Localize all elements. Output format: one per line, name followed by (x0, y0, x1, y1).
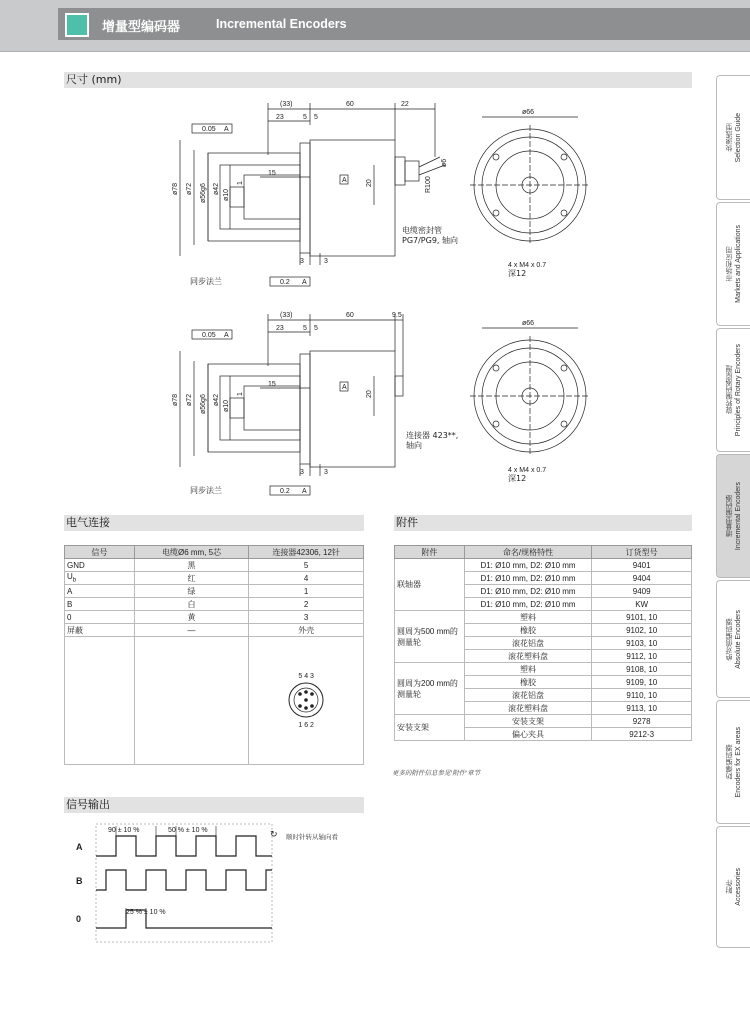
dim2-33: (33) (280, 312, 293, 319)
flange-label-1: 同步法兰 (190, 277, 222, 286)
table-row: 安装支架 安装支架 9278 (395, 715, 692, 728)
datum-1: A (224, 126, 229, 133)
table-row: 滚花塑料盘 9113, 10 (395, 702, 692, 715)
table-row: D1: Ø10 mm, D2: Ø10 mm 9409 (395, 585, 692, 598)
elec-header-connector: 连接器42306, 12针 (249, 546, 364, 559)
dim2-o10: ø10 (223, 399, 230, 412)
dim-20: 20 (366, 179, 373, 187)
signal-diagram (76, 822, 276, 944)
duty-1: 90 ± 10 % (108, 827, 140, 834)
table-row: 圆周为200 mm的测量轮 塑料 9108, 10 (395, 663, 692, 676)
duty-2: 50 % ± 10 % (168, 827, 208, 834)
face-depth-1: 深12 (508, 269, 527, 278)
dim2-1: 1 (237, 392, 244, 396)
dim-o72: ø72 (186, 182, 193, 195)
header-title-cn: 增量型编码器 (102, 20, 181, 35)
table-row: 滚花铝盘 9110, 10 (395, 689, 692, 702)
duty-0: 25 % ± 10 % (126, 909, 166, 916)
accessories-note: 更多的附件信息参见'附件'章节 (392, 769, 481, 777)
connector-pin-icon (286, 680, 326, 720)
dim2-15: 15 (268, 381, 276, 388)
tol-top-2: 0.05 (202, 332, 216, 339)
side-tab-accessories[interactable]: 附件 Accessories (716, 826, 750, 948)
datum-2: A (302, 279, 307, 286)
table-row: D1: Ø10 mm, D2: Ø10 mm KW (395, 598, 692, 611)
face-thread-1: 4 x M4 x 0.7 (508, 262, 547, 269)
table-row: 橡胶 9109, 10 (395, 676, 692, 689)
side-tab-selection-guide[interactable]: 快速选型 Selection Guide (716, 75, 750, 200)
signal-label-b: B (76, 876, 83, 886)
dim-o56g6: ø56g6 (200, 183, 207, 203)
datum-5: A (302, 488, 307, 495)
dim-r100: R100 (425, 176, 432, 193)
face-diam-2: ø66 (522, 320, 535, 327)
footer-area (0, 962, 750, 1024)
table-row: B 白 2 (65, 598, 364, 611)
dim-1: 1 (237, 181, 244, 185)
face-thread-2: 4 x M4 x 0.7 (508, 467, 547, 474)
dim-23: 23 (276, 114, 284, 121)
dimension-drawing-1 (160, 95, 620, 295)
elec-header-cable: 电缆Ø6 mm, 5芯 (134, 546, 249, 559)
datum-3: A (342, 177, 347, 184)
dim-o78: ø78 (172, 182, 179, 195)
signal-label-a: A (76, 842, 83, 852)
table-row: D1: Ø10 mm, D2: Ø10 mm 9404 (395, 572, 692, 585)
connector-note-1: 连接器 423**, (406, 431, 459, 440)
flange-label-2: 同步法兰 (190, 486, 222, 495)
section-title-electrical: 电气连接 (64, 515, 364, 531)
header-title-en: Incremental Encoders (216, 17, 347, 31)
dimension-drawing-2 (160, 306, 620, 506)
dim2-23: 23 (276, 325, 284, 332)
dim-60: 60 (346, 101, 354, 108)
dim2-60: 60 (346, 312, 354, 319)
rotation-note: 顺时针转从轴向看 (286, 833, 338, 841)
dim-o6: ø6 (441, 158, 448, 167)
tol-bottom-2: 0.2 (280, 488, 290, 495)
acc-header-item: 附件 (395, 546, 465, 559)
tol-top-1: 0.05 (202, 126, 216, 133)
side-tab-ex[interactable]: 防爆编码器 Encoders for EX areas (716, 700, 750, 824)
dim2-o78: ø78 (172, 393, 179, 406)
table-row: 滚花塑料盘 9112, 10 (395, 650, 692, 663)
side-tab-markets[interactable]: 市场和应用 Markets and Applications (716, 202, 750, 326)
section-title-signal: 信号输出 (64, 797, 364, 813)
signal-label-0: 0 (76, 914, 82, 924)
dim-5a: 5 (303, 114, 307, 121)
table-row: $U_b$ 红 4 (65, 572, 364, 585)
table-row: GND 黑 5 (65, 559, 364, 572)
table-row: 屏蔽 — 外壳 (65, 624, 364, 637)
connector-note-2: 轴向 (406, 441, 422, 450)
table-row: 0 黄 3 (65, 611, 364, 624)
table-row: 橡胶 9102, 10 (395, 624, 692, 637)
table-row: 圆周为500 mm的测量轮 塑料 9101, 10 (395, 611, 692, 624)
dim-15: 15 (268, 170, 276, 177)
dim2-o42: ø42 (213, 393, 220, 406)
section-title-accessories: 附件 (394, 515, 692, 531)
dim2-o72: ø72 (186, 393, 193, 406)
acc-header-spec: 命名/规格特性 (464, 546, 592, 559)
dim-22: 22 (401, 101, 409, 108)
table-row: 联轴器 D1: Ø10 mm, D2: Ø10 mm 9401 (395, 559, 692, 572)
electrical-table (64, 545, 364, 765)
dim2-3b: 3 (324, 469, 328, 476)
tol-bottom-1: 0.2 (280, 279, 290, 286)
rotation-icon: ↻ (270, 830, 278, 840)
cable-note-1: 电缆密封管 (402, 226, 442, 235)
acc-header-order: 订货型号 (592, 546, 692, 559)
dim2-20: 20 (366, 390, 373, 398)
dim2-3a: 3 (300, 469, 304, 476)
side-tab-principles[interactable]: 旋转编码器原理 Principles of Rotary Encoders (716, 328, 750, 452)
dim2-5b: 5 (314, 325, 318, 332)
dim-o10: ø10 (223, 188, 230, 201)
dim-5b: 5 (314, 114, 318, 121)
table-row: 滚花铝盘 9103, 10 (395, 637, 692, 650)
datum-4: A (224, 332, 229, 339)
section-title-dimensions: 尺寸 (mm) (64, 72, 692, 88)
cable-note-2: PG7/PG9, 轴向 (402, 236, 459, 245)
side-tab-absolute[interactable]: 绝对值编码器 Absolute Encoders (716, 580, 750, 698)
accessories-table (394, 545, 692, 741)
side-tab-incremental[interactable]: 增量型编码器 Incremental Encoders (716, 454, 750, 578)
datum-6: A (342, 384, 347, 391)
dim2-5a: 5 (303, 325, 307, 332)
dim2-9-5: 9.5 (392, 312, 402, 319)
face-depth-2: 深12 (508, 474, 527, 483)
dim-3b: 3 (324, 258, 328, 265)
dim-33: (33) (280, 101, 293, 108)
brand-logo-icon (65, 13, 89, 37)
dim-o42: ø42 (213, 182, 220, 195)
connector-pinout: 5 4 3 1 6 2 (249, 637, 364, 765)
dim2-o56g6: ø56g6 (200, 394, 207, 414)
dim-3a: 3 (300, 258, 304, 265)
table-row: A 绿 1 (65, 585, 364, 598)
elec-header-signal: 信号 (65, 546, 135, 559)
face-diam-1: ø66 (522, 109, 535, 116)
table-row: 偏心夹具 9212-3 (395, 728, 692, 741)
